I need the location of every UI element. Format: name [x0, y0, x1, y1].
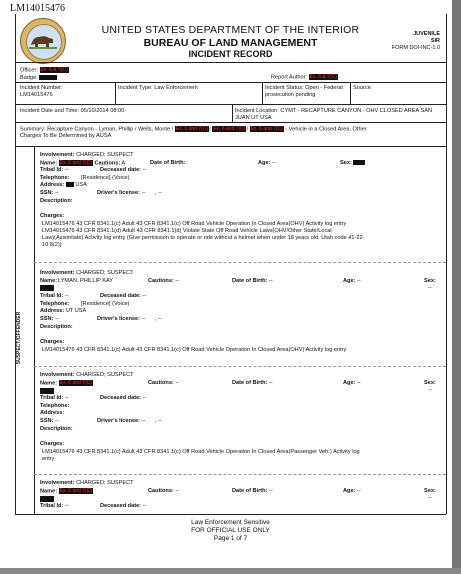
page-right-shadow [452, 0, 461, 574]
person-3-sex: Sex: [424, 380, 436, 386]
person-3-tribal: Tribal Id: -- [40, 395, 69, 401]
location-label: Incident Location: [235, 108, 279, 114]
person-3-dl: Driver's license: -- , -- [97, 418, 162, 424]
person-2-name-row: Name: [40, 278, 58, 284]
person-1-charge-4: 10.8(2)) [42, 242, 62, 248]
person-1-ssn: SSN: -- [40, 190, 59, 196]
grid-line-1 [15, 82, 446, 83]
record-title: INCIDENT RECORD [188, 49, 273, 59]
person-4-name-redaction-2 [40, 496, 54, 502]
person-3-name-row: Name: Ex. 6 and 7(C) [40, 380, 92, 387]
person-4-sex-value: -- [428, 495, 432, 501]
person-2-name: LYMAN, PHILLIP KAY [58, 278, 114, 284]
person-4-dob: Date of Birth: -- [232, 488, 273, 494]
incident-type-row [118, 85, 198, 92]
report-author-label: Report Author: [271, 74, 308, 81]
badge-redaction [39, 75, 57, 80]
person-1-charge-2: LM14015476 43 CFR 8341.1(d) Adult 43 CFR 8341.1(d) Violate State Off Road Vehicle Laws(OHV/Other State/Local [42, 228, 332, 234]
person-2-name-redaction [40, 285, 54, 291]
person-3-description: Description: [40, 426, 73, 432]
side-label: SUSPECT/OFFENDER [16, 311, 22, 365]
incident-status-row [265, 85, 347, 98]
person-2-address: Address: UT USA [40, 308, 87, 314]
summary-line-2: Charges To Be Determined by AUSA [20, 133, 112, 139]
incident-number-label: Incident Number: [20, 85, 63, 91]
bureau-title: BUREAU OF LAND MANAGEMENT [143, 37, 318, 49]
incident-status-label: Incident Status: [265, 85, 304, 91]
date-time-label: Incident Date and Time: [20, 108, 80, 114]
person-3-address: Address: [40, 410, 65, 416]
person-3-ssn: SSN: -- [40, 418, 59, 424]
person-1-name-row: Name: Ex. 6 and 7(C) Cautions: A [40, 160, 126, 167]
person-2-charges-label: Charges: [40, 339, 65, 345]
person-3-deceased: Deceased date: -- [100, 395, 147, 401]
grid-col-1 [115, 82, 116, 104]
person-1-charges-label: Charges: [40, 213, 65, 219]
person-1-divider [34, 262, 446, 263]
page-border-right [446, 14, 447, 514]
footer-sensitivity: Law Enforcement Sensitive [191, 519, 270, 526]
person-3-dob: Date of Birth: -- [232, 380, 273, 386]
person-1-age: Age: -- [258, 160, 276, 166]
person-3-involvement: Involvement: CHARGED; SUSPECT [40, 372, 134, 378]
summary-redaction-1: Ex. 6 and 7(C) [175, 126, 209, 132]
person-2-deceased: Deceased date: -- [100, 293, 147, 299]
date-time-value: 05/10/2014 08:00 [80, 108, 125, 114]
juvenile-label: JUVENILE [413, 31, 440, 37]
person-3-name-redaction: Ex. 6 and 7(C) [59, 380, 92, 386]
report-author-redaction: Ex. 6 & 7(C) [309, 74, 337, 80]
person-3-age: Age: -- [343, 380, 361, 386]
department-title: UNITED STATES DEPARTMENT OF THE INTERIOR [101, 24, 360, 36]
report-author-row [271, 74, 338, 81]
incident-type-value: Law Enforcement [154, 85, 198, 91]
person-2-description: Description: [40, 324, 73, 330]
source-label: Source: [353, 85, 373, 91]
person-3-sex-value: -- [428, 387, 432, 393]
person-3-telephone: Telephone: [40, 403, 70, 409]
officer-label: Officer: [20, 67, 38, 74]
person-2-ssn: SSN: -- [40, 316, 59, 322]
summary-redaction-2: Ex. 6 and 7(C) [213, 126, 246, 132]
person-1-address: Address: USA [40, 182, 87, 188]
page-border-left [15, 14, 16, 514]
person-4-age: Age: -- [343, 488, 361, 494]
person-4-tribal: Tribal Id: -- [40, 503, 69, 509]
person-2-telephone: Telephone: [Residence] (Voice) [40, 301, 130, 307]
form-number: FORM DOI-INC-1.0 [391, 45, 440, 51]
summary-text-2: - Vehicle in a Closed Area, Other [285, 126, 367, 133]
person-1-charge-1: LM14015476 43 CFR 8341.1(c) Adult 43 CFR 8341.1(c) Off Road Vehicle Operation In Closed Area(OHV) Activity log entry [42, 221, 347, 227]
person-1-description: Description: [40, 198, 73, 204]
person-2-age: Age: -- [343, 278, 361, 284]
person-4-name-redaction: Ex. 6 and 7(C) [59, 488, 92, 494]
person-3-name-redaction-2 [40, 388, 54, 394]
footer-page-number: Page 1 of 7 [213, 535, 248, 542]
incident-number-value: LM14015476 [20, 92, 53, 98]
incident-status-value: Open - Federal prosecution pending [265, 85, 343, 98]
person-3-charge-1: LM14015476 43 CFR 8341.1(c) Adult 43 CFR 8341.1(c) Off Road Vehicle Operation In Closed Area(Passenger Veh.) Activity log [42, 449, 360, 455]
summary-text: Recapture Canyon - Lyman, Phillip / Wells, Monte / [47, 126, 174, 133]
person-3-divider [34, 474, 446, 475]
person-1-name-redaction: Ex. 6 and 7(C) [59, 160, 92, 166]
person-1-address-redaction [66, 182, 74, 187]
person-4-sex: Sex: [424, 488, 436, 494]
footer-fouo: FOR OFFICIAL USE ONLY [191, 527, 270, 534]
person-2-sex: Sex: [424, 278, 436, 284]
person-2-cautions: Cautions: -- [148, 278, 180, 284]
person-1-sex-redaction [353, 160, 365, 165]
grid-col-3 [350, 82, 351, 104]
summary-redaction-3: Ex. 6 and 7(C) [250, 126, 283, 132]
person-1-charge-3: Law)(Assimilate) Activity log entry (Give permission to operate or ride without a helmet when under 18 years old. Utah code 41-22- [42, 235, 365, 241]
grid-line-3 [15, 122, 446, 123]
person-1-telephone: Telephone: [Residence] (Voice) [40, 175, 130, 181]
grid-col-2 [262, 82, 263, 104]
person-3-charge-2: entry [42, 456, 55, 462]
person-1-involvement: Involvement: CHARGED; SUSPECT [40, 152, 134, 158]
person-4-cautions: Cautions: -- [148, 488, 180, 494]
grid-col-4 [232, 104, 233, 122]
officer-row [20, 67, 69, 74]
person-3-cautions: Cautions: -- [148, 380, 180, 386]
summary-label: Summary: [20, 126, 46, 133]
person-4-involvement: Involvement: CHARGED; SUSPECT [40, 480, 134, 486]
person-2-tribal: Tribal Id: -- [40, 293, 69, 299]
person-2-charge-1: LM14015476 43 CFR 8341.1(c) Adult 43 CFR 8341.1(c) Off Road Vehicle Operation In Closed Area(OHV) Activity log entry [42, 347, 347, 353]
document-number: LM14015476 [10, 3, 65, 14]
location-value: CYMT - RECAPTURE CANYON - OHV CLOSED AREA SAN JUAN UT USA [235, 108, 432, 121]
side-divider [34, 146, 35, 514]
summary-line-1: Summary: Recapture Canyon - Lyman, Phillip / Wells, Monte / Ex. 6 and 7(C)/ Ex. 6 and 7(C)/ Ex. 6 and 7(C) - Vehicle in a Closed Area, Other [20, 126, 367, 133]
grid-line-2 [15, 104, 446, 105]
date-time-row [20, 108, 124, 115]
person-1-dob: Date of Birth: [150, 160, 186, 166]
person-2-divider [34, 366, 446, 367]
summary-divider [15, 146, 446, 147]
person-1-sex: Sex: [340, 160, 365, 167]
person-1-tribal: Tribal Id: -- [40, 167, 69, 173]
badge-label: Badge: [20, 75, 38, 81]
person-2-involvement: Involvement: CHARGED; SUSPECT [40, 270, 134, 276]
person-2-sex-value: -- [428, 285, 432, 291]
location-row [235, 108, 440, 121]
page-bottom-shadow [0, 568, 461, 574]
incident-type-label: Incident Type: [118, 85, 153, 91]
person-1-deceased: Deceased date: -- [100, 167, 147, 173]
person-4-deceased: Deceased date: -- [100, 503, 147, 509]
officer-redaction: Ex. 6 & 7(C) [40, 67, 68, 73]
person-4-name-row: Name: Ex. 6 and 7(C) [40, 488, 92, 495]
person-3-charges-label: Charges: [40, 441, 65, 447]
person-2-dob: Date of Birth: -- [232, 278, 273, 284]
body-bottom-border [15, 514, 446, 515]
person-2-dl: Driver's license: -- , -- [97, 316, 162, 322]
sir-label: SIR [430, 38, 440, 44]
badge-row [20, 75, 57, 82]
person-1-dl: Driver's license: -- , -- [97, 190, 162, 196]
header-divider [15, 62, 446, 63]
